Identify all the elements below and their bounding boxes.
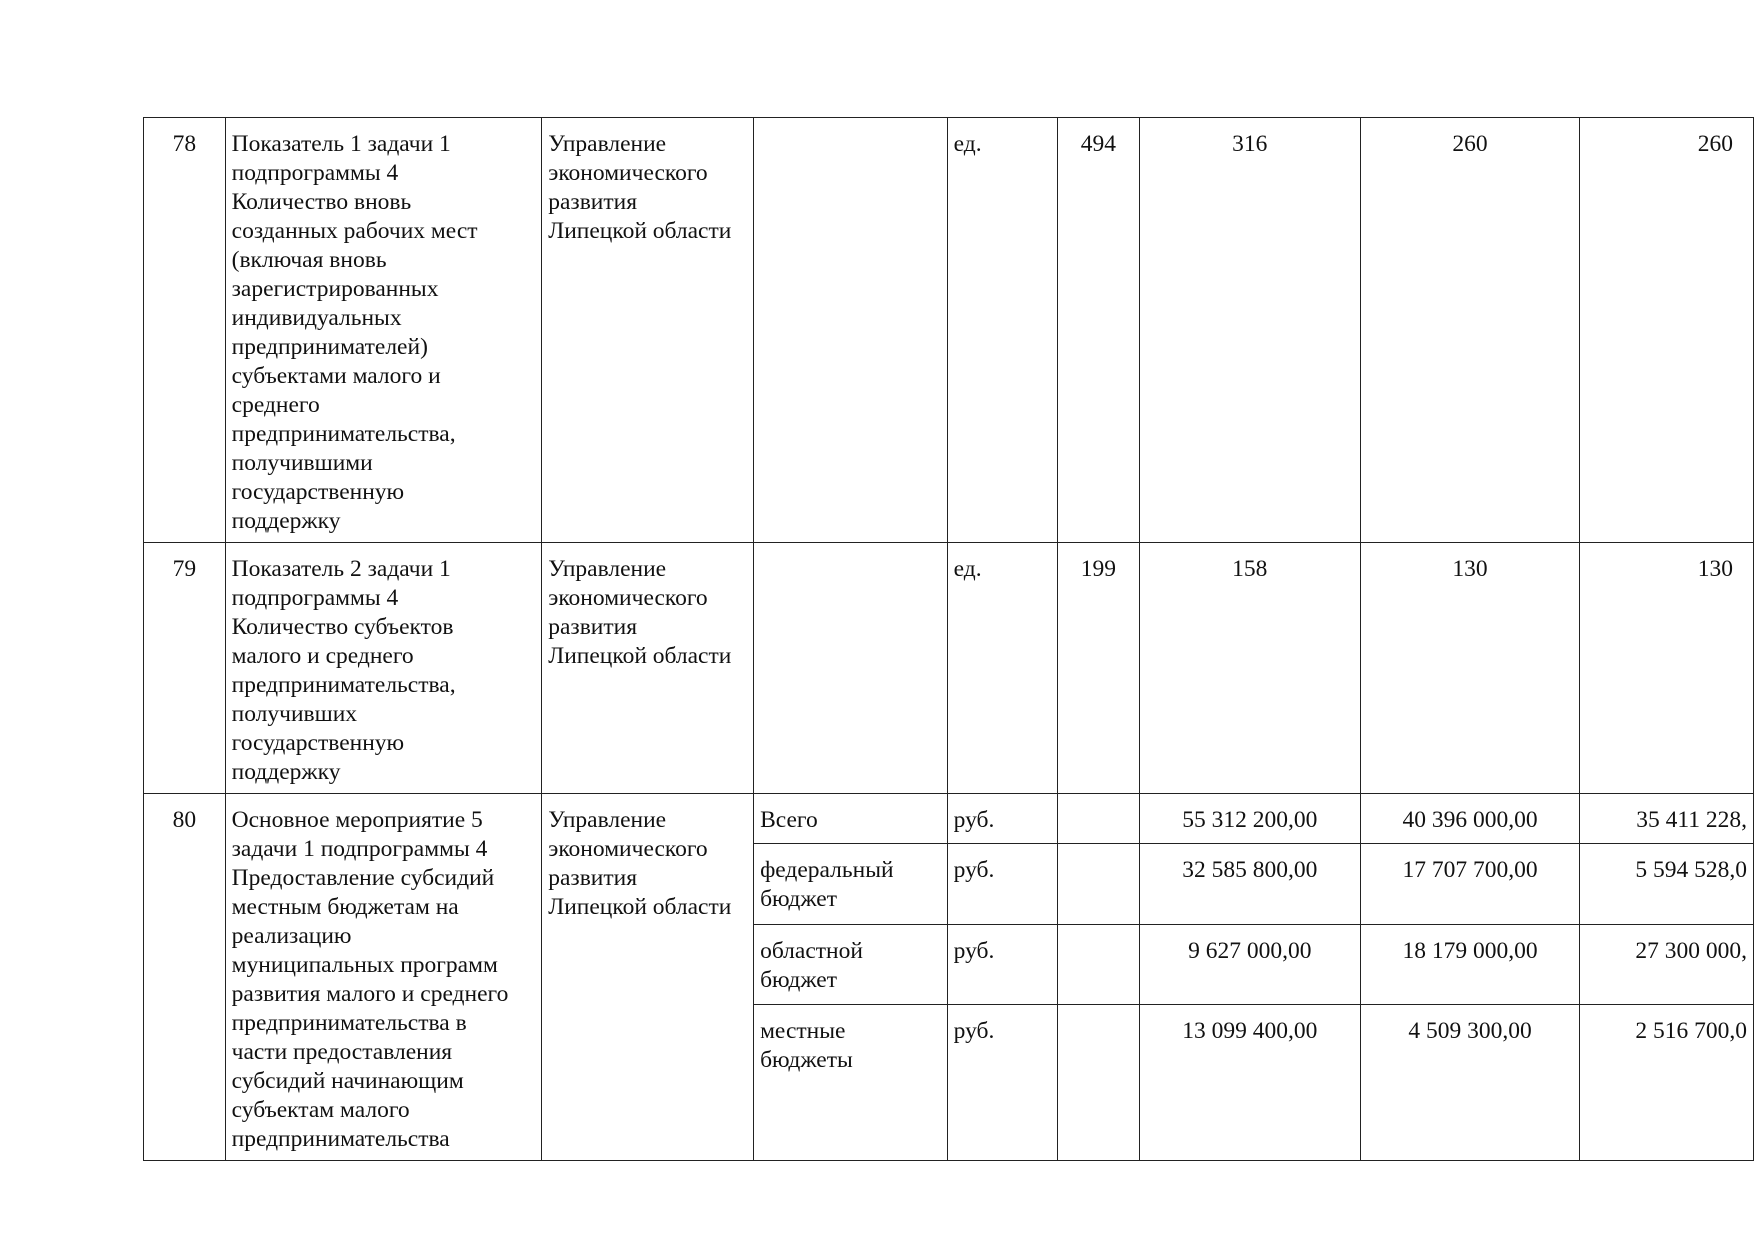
value-3: 130 bbox=[1360, 543, 1580, 794]
value-1: 199 bbox=[1057, 543, 1139, 794]
value-4: 27 300 000, bbox=[1580, 924, 1754, 1004]
row-number: 80 bbox=[144, 794, 226, 1161]
value-3: 18 179 000,00 bbox=[1360, 924, 1580, 1004]
value-4: 130 bbox=[1580, 543, 1754, 794]
executor: Управление экономического развития Липецкой области bbox=[542, 118, 754, 543]
value-1: 494 bbox=[1057, 118, 1139, 543]
funding-source: Всего bbox=[754, 794, 948, 844]
value-1 bbox=[1057, 844, 1139, 924]
value-4: 35 411 228, bbox=[1580, 794, 1754, 844]
row-number: 78 bbox=[144, 118, 226, 543]
table-row bbox=[144, 794, 1754, 844]
funding-source: местные бюджеты bbox=[754, 1005, 948, 1161]
value-4: 5 594 528,0 bbox=[1580, 844, 1754, 924]
funding-source bbox=[754, 118, 948, 543]
unit: ед. bbox=[947, 543, 1057, 794]
unit: ед. bbox=[947, 118, 1057, 543]
value-3: 4 509 300,00 bbox=[1360, 1005, 1580, 1161]
value-3: 40 396 000,00 bbox=[1360, 794, 1580, 844]
unit: руб. bbox=[947, 924, 1057, 1004]
value-1 bbox=[1057, 924, 1139, 1004]
value-2: 158 bbox=[1139, 543, 1360, 794]
value-1 bbox=[1057, 1005, 1139, 1161]
funding-source: областной бюджет bbox=[754, 924, 948, 1004]
funding-source: федеральный бюджет bbox=[754, 844, 948, 924]
unit: руб. bbox=[947, 1005, 1057, 1161]
indicator-name: Основное мероприятие 5 задачи 1 подпрограммы 4 Предоставление субсидий местным бюджетам на реализацию муниципальных программ развития малого и среднего предпринимательства в части предоставления субсидий начинающим субъектам малого предпринимательства bbox=[225, 794, 542, 1161]
executor: Управление экономического развития Липецкой области bbox=[542, 543, 754, 794]
value-2: 55 312 200,00 bbox=[1139, 794, 1360, 844]
row-number: 79 bbox=[144, 543, 226, 794]
table-row bbox=[144, 543, 1754, 794]
executor: Управление экономического развития Липецкой области bbox=[542, 794, 754, 1161]
value-2: 316 bbox=[1139, 118, 1360, 543]
indicator-name: Показатель 2 задачи 1 подпрограммы 4 Количество субъектов малого и среднего предпринимательства, получивших государственную поддержку bbox=[225, 543, 542, 794]
value-2: 32 585 800,00 bbox=[1139, 844, 1360, 924]
value-4: 2 516 700,0 bbox=[1580, 1005, 1754, 1161]
unit: руб. bbox=[947, 844, 1057, 924]
table-row bbox=[144, 118, 1754, 543]
value-3: 17 707 700,00 bbox=[1360, 844, 1580, 924]
funding-source bbox=[754, 543, 948, 794]
value-1 bbox=[1057, 794, 1139, 844]
value-2: 13 099 400,00 bbox=[1139, 1005, 1360, 1161]
unit: руб. bbox=[947, 794, 1057, 844]
value-3: 260 bbox=[1360, 118, 1580, 543]
value-4: 260 bbox=[1580, 118, 1754, 543]
indicator-name: Показатель 1 задачи 1 подпрограммы 4 Количество вновь созданных рабочих мест (включая вновь зарегистрированных индивидуальных предпринимателей) субъектами малого и среднего предпринимательства, получившими государственную поддержку bbox=[225, 118, 542, 543]
indicator-table bbox=[143, 117, 1754, 1161]
value-2: 9 627 000,00 bbox=[1139, 924, 1360, 1004]
